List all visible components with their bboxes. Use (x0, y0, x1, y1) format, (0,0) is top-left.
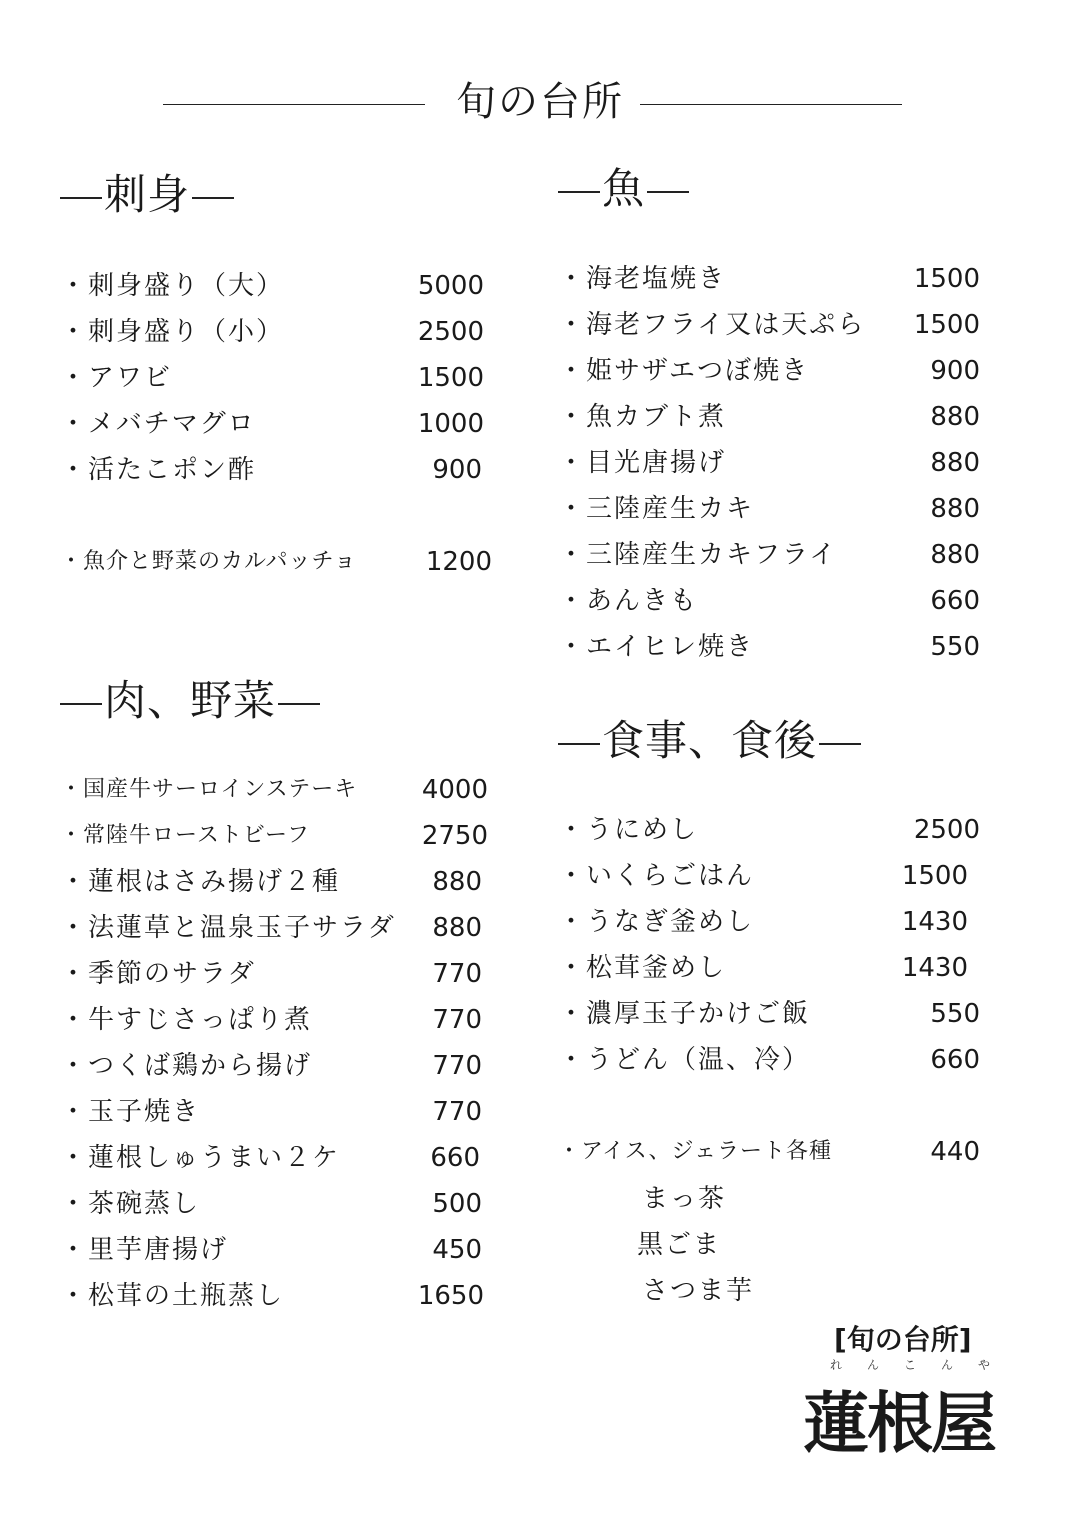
menu-item (558, 578, 980, 624)
menu-item (558, 302, 980, 348)
section-heading-sashimi (58, 162, 236, 222)
item-price: 770 (432, 959, 482, 989)
section-heading-meat (58, 668, 322, 728)
item-price: 1430 (901, 907, 968, 937)
sashimi-list (60, 263, 490, 493)
flavor-matcha: まっ茶 (642, 1184, 727, 1214)
item-name: ・玉子焼き (60, 1097, 201, 1127)
item-name: ・法蓮草と温泉玉子サラダ (60, 913, 396, 943)
item-name: ・国産牛サーロインステーキ (60, 777, 358, 802)
menu-item (60, 263, 490, 309)
menu-item (60, 1227, 490, 1273)
item-name: ・いくらごはん (558, 861, 755, 891)
item-price: 550 (930, 632, 980, 662)
item-price: 2500 (417, 317, 484, 347)
heading-dash-right (819, 743, 861, 745)
item-price: 770 (432, 1051, 482, 1081)
item-name: ・海老塩焼き (558, 264, 727, 294)
menu-item (60, 1181, 490, 1227)
menu-item (558, 1129, 980, 1175)
menu-item (558, 1037, 980, 1083)
item-price: 1500 (417, 363, 484, 393)
item-price: 500 (432, 1189, 482, 1219)
menu-item (60, 951, 490, 997)
meal-list (558, 807, 980, 1083)
ruby-char: れ (830, 1358, 843, 1372)
dessert-list (558, 1129, 980, 1175)
item-name: ・魚カブト煮 (558, 402, 727, 432)
item-price: 900 (432, 455, 482, 485)
item-name: ・濃厚玉子かけご飯 (558, 999, 811, 1029)
page-title: 旬の台所 (456, 79, 624, 125)
item-name: ・松茸の土瓶蒸し (60, 1281, 285, 1311)
menu-item (558, 853, 980, 899)
item-name: ・魚介と野菜のカルパッチョ (60, 549, 357, 574)
menu-item (60, 1043, 490, 1089)
menu-item (558, 899, 980, 945)
menu-item (558, 807, 980, 853)
section-heading-fish (556, 156, 691, 216)
menu-item (60, 401, 490, 447)
heading-dash-right (278, 703, 320, 705)
item-name: ・牛すじさっぱり煮 (60, 1005, 313, 1035)
menu-item (60, 859, 490, 905)
heading-dash-left (558, 743, 600, 745)
item-price: 2750 (421, 821, 488, 851)
menu-item (558, 486, 980, 532)
heading-dash-right (647, 191, 689, 193)
ruby-char: ん (940, 1358, 953, 1372)
item-name: ・活たこポン酢 (60, 455, 257, 485)
menu-item (558, 394, 980, 440)
menu-item (558, 440, 980, 486)
brand-logo: 蓮根屋 (803, 1384, 995, 1462)
ruby-char: や (977, 1358, 990, 1372)
menu-item (558, 348, 980, 394)
menu-item (60, 1089, 490, 1135)
item-name: ・姫サザエつぼ焼き (558, 356, 809, 386)
item-price: 880 (930, 540, 980, 570)
item-price: 1650 (417, 1281, 484, 1311)
menu-item (60, 1273, 490, 1319)
menu-item (60, 539, 492, 585)
item-price: 880 (432, 913, 482, 943)
item-price: 880 (930, 448, 980, 478)
item-name: ・蓮根しゅうまい２ケ (60, 1143, 341, 1173)
item-name: ・常陸牛ローストビーフ (60, 823, 310, 848)
heading-dash-left (558, 191, 600, 193)
ruby-char: こ (903, 1358, 916, 1372)
menu-item (60, 813, 490, 859)
menu-item (558, 532, 980, 578)
item-name: ・松茸釜めし (558, 953, 727, 983)
sashimi-extra (60, 539, 492, 585)
item-name: ・海老フライ又は天ぷら (558, 310, 866, 340)
menu-item (60, 997, 490, 1043)
item-price: 5000 (417, 271, 484, 301)
item-price: 1430 (901, 953, 968, 983)
menu-item (60, 355, 490, 401)
item-name: ・刺身盛り（小） (60, 317, 285, 347)
item-price: 660 (930, 1045, 980, 1075)
fish-list (558, 256, 980, 670)
flavor-black-sesame: 黒ごま (637, 1230, 722, 1260)
item-price: 770 (432, 1005, 482, 1035)
item-price: 1000 (417, 409, 484, 439)
item-name: ・季節のサラダ (60, 959, 256, 989)
meat-list (60, 767, 490, 1319)
item-name: ・三陸産生カキ (558, 494, 755, 524)
item-name: ・メバチマグロ (60, 409, 256, 439)
item-price: 1500 (913, 264, 980, 294)
heading-dash-left (60, 703, 102, 705)
menu-item (558, 624, 980, 670)
item-name: ・アワビ (60, 363, 173, 393)
section-heading-meal (556, 708, 863, 768)
heading-text: 肉、野菜 (104, 676, 277, 725)
heading-dash-right (192, 197, 234, 199)
item-price: 440 (930, 1137, 980, 1167)
heading-text: 刺身 (104, 170, 191, 219)
item-price: 900 (930, 356, 980, 386)
item-price: 450 (432, 1235, 482, 1265)
menu-item (558, 256, 980, 302)
heading-text: 魚 (602, 164, 646, 213)
item-price: 660 (930, 586, 980, 616)
item-name: ・エイヒレ焼き (558, 632, 755, 662)
item-price: 1200 (425, 547, 492, 577)
item-name: ・里芋唐揚げ (60, 1235, 229, 1265)
item-name: ・うなぎ釜めし (558, 907, 755, 937)
menu-item (558, 945, 980, 991)
item-price: 660 (430, 1143, 480, 1173)
item-name: ・うにめし (558, 815, 699, 845)
item-price: 880 (930, 402, 980, 432)
menu-item (60, 905, 490, 951)
item-name: ・アイス、ジェラート各種 (558, 1139, 833, 1164)
menu-item (60, 1135, 490, 1181)
menu-item (60, 309, 490, 355)
item-price: 1500 (901, 861, 968, 891)
item-name: ・うどん（温、冷） (558, 1045, 811, 1075)
item-price: 770 (432, 1097, 482, 1127)
menu-item (558, 991, 980, 1037)
item-name: ・茶碗蒸し (60, 1189, 201, 1219)
item-price: 4000 (421, 775, 488, 805)
title-rule-left (163, 104, 425, 105)
item-name: ・刺身盛り（大） (60, 271, 285, 301)
ruby-char: ん (866, 1358, 879, 1372)
item-name: ・三陸産生カキフライ (558, 540, 838, 570)
item-name: ・目光唐揚げ (558, 448, 727, 478)
menu-item (60, 447, 490, 493)
item-name: ・あんきも (558, 586, 699, 616)
item-price: 2500 (913, 815, 980, 845)
item-price: 1500 (913, 310, 980, 340)
flavor-sweet-potato: さつま芋 (642, 1276, 755, 1306)
item-price: 880 (432, 867, 482, 897)
menu-item (60, 767, 490, 813)
heading-text: 食事、食後 (602, 716, 818, 765)
item-price: 550 (930, 999, 980, 1029)
item-name: ・蓮根はさみ揚げ２種 (60, 867, 341, 897)
item-price: 880 (930, 494, 980, 524)
title-rule-right (640, 104, 902, 105)
item-name: ・つくば鶏から揚げ (60, 1051, 313, 1081)
heading-dash-left (60, 197, 102, 199)
brand-subtitle: [旬の台所] (834, 1323, 972, 1356)
